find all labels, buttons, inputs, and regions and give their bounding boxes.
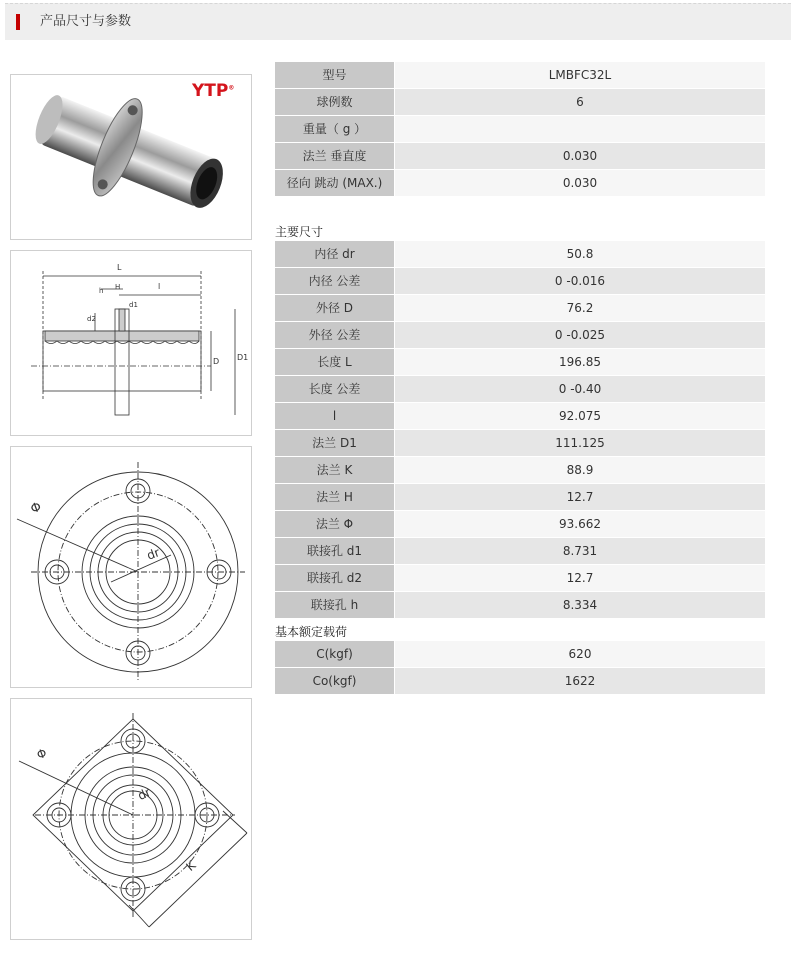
table-row xyxy=(275,538,765,565)
dim-value: 8.334 xyxy=(395,592,766,619)
load-label: Co(kgf) xyxy=(275,668,395,695)
dim-value: 8.731 xyxy=(395,538,766,565)
dim-value: 196.85 xyxy=(395,349,766,376)
table-row xyxy=(275,565,765,592)
table-row xyxy=(275,403,765,430)
table-row xyxy=(275,668,765,695)
load-value: 620 xyxy=(395,641,766,668)
param-value: 0.030 xyxy=(395,170,766,197)
table-row xyxy=(275,376,765,403)
dim-value: 93.662 xyxy=(395,511,766,538)
label-phi-square: Φ xyxy=(34,745,49,763)
table-row xyxy=(275,143,765,170)
dim-value: 50.8 xyxy=(395,241,766,268)
param-value: 6 xyxy=(395,89,766,116)
dimensions-table xyxy=(275,241,765,619)
load-value: 1622 xyxy=(395,668,766,695)
table-row xyxy=(275,241,765,268)
dim-label: 外径 公差 xyxy=(275,322,395,349)
param-value: 0.030 xyxy=(395,143,766,170)
table-row xyxy=(275,116,765,143)
square-flange-drawing xyxy=(10,698,252,940)
round-flange-drawing xyxy=(10,446,252,688)
param-label: 径向 跳动 (MAX.) xyxy=(275,170,395,197)
table-row xyxy=(275,457,765,484)
table-row xyxy=(275,295,765,322)
param-label: 球例数 xyxy=(275,89,395,116)
param-value xyxy=(395,116,766,143)
load-label: C(kgf) xyxy=(275,641,395,668)
header-accent-bar xyxy=(16,14,20,30)
dim-label: 法兰 H xyxy=(275,484,395,511)
label-l: l xyxy=(158,282,161,291)
dim-label: 长度 公差 xyxy=(275,376,395,403)
dim-value: 92.075 xyxy=(395,403,766,430)
header-title: 产品尺寸与参数 xyxy=(40,14,132,29)
label-K: K xyxy=(183,858,199,874)
table-row xyxy=(275,89,765,116)
dim-label: 法兰 K xyxy=(275,457,395,484)
label-L: L xyxy=(117,263,122,272)
dim-label: 内径 dr xyxy=(275,241,395,268)
dim-value: 0 -0.40 xyxy=(395,376,766,403)
dim-value: 88.9 xyxy=(395,457,766,484)
label-D1: D1 xyxy=(237,353,249,362)
product-photo xyxy=(10,74,252,240)
table-row xyxy=(275,349,765,376)
label-phi: Φ xyxy=(28,499,44,518)
load-table xyxy=(275,641,765,695)
dim-label: 内径 公差 xyxy=(275,268,395,295)
label-h: h xyxy=(99,287,104,295)
table-row xyxy=(275,641,765,668)
brand-logo: YTP® xyxy=(192,81,235,101)
label-D: D xyxy=(213,357,220,366)
dim-value: 12.7 xyxy=(395,484,766,511)
dim-label: 长度 L xyxy=(275,349,395,376)
dim-label: 联接孔 d2 xyxy=(275,565,395,592)
param-label: 法兰 垂直度 xyxy=(275,143,395,170)
dim-value: 0 -0.025 xyxy=(395,322,766,349)
dim-label: l xyxy=(275,403,395,430)
dim-label: 法兰 Φ xyxy=(275,511,395,538)
dim-value: 0 -0.016 xyxy=(395,268,766,295)
table-row xyxy=(275,592,765,619)
table-row xyxy=(275,430,765,457)
dim-label: 外径 D xyxy=(275,295,395,322)
table-row xyxy=(275,484,765,511)
label-H: H xyxy=(115,283,121,291)
table-row xyxy=(275,62,765,89)
table-row xyxy=(275,268,765,295)
param-value: LMBFC32L xyxy=(395,62,766,89)
dim-value: 111.125 xyxy=(395,430,766,457)
table-row xyxy=(275,170,765,197)
dim-label: 联接孔 h xyxy=(275,592,395,619)
label-d1: d1 xyxy=(129,301,138,309)
basic-params-table xyxy=(275,62,765,197)
param-label: 型号 xyxy=(275,62,395,89)
dim-value: 12.7 xyxy=(395,565,766,592)
side-section-drawing xyxy=(10,250,252,436)
table-row xyxy=(275,511,765,538)
table-row xyxy=(275,322,765,349)
dimensions-title: 主要尺寸 xyxy=(275,225,324,239)
dim-label: 联接孔 d1 xyxy=(275,538,395,565)
dim-label: 法兰 D1 xyxy=(275,430,395,457)
label-dr: dr xyxy=(144,545,162,563)
load-title: 基本额定载荷 xyxy=(275,625,348,639)
label-d2: d2 xyxy=(87,315,96,323)
section-header xyxy=(5,3,791,40)
dim-value: 76.2 xyxy=(395,295,766,322)
label-dr-square: dr xyxy=(135,785,153,803)
param-label: 重量（ g ） xyxy=(275,116,395,143)
